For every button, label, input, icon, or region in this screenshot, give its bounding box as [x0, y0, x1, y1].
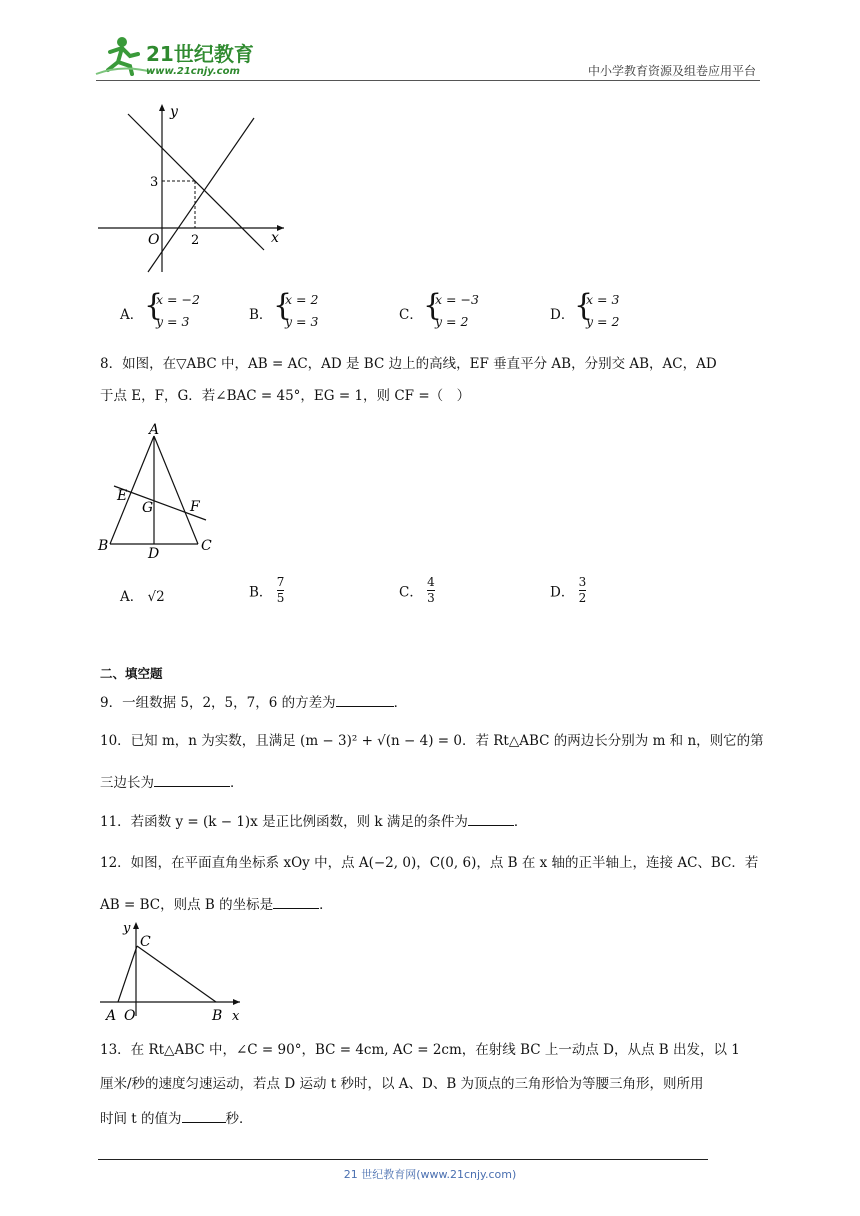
svg-text:C: C: [201, 538, 212, 554]
svg-text:3: 3: [150, 175, 159, 190]
platform-name: 中小学教育资源及组卷应用平台: [587, 64, 756, 78]
q11-answer-blank[interactable]: [468, 811, 514, 826]
site-logo[interactable]: [92, 34, 262, 78]
q12-stem-line1: 12．如图，在平面直角坐标系 xOy 中，点 A(−2, 0)，C(0, 6)，点 B 在 x 轴的正半轴上，连接 AC、BC．若: [100, 855, 759, 871]
svg-text:B: B: [212, 1008, 223, 1024]
svg-text:y: y: [123, 921, 131, 936]
q7-option-d-brace: {: [574, 288, 594, 323]
q7-option-b-brace: {: [273, 288, 293, 323]
q11-stem: 11．若函数 y = (k − 1)x 是正比例函数，则 k 满足的条件为 ．: [100, 811, 527, 832]
q7-option-a-x: x = −2: [156, 292, 200, 307]
q7-option-b-x: x = 2: [285, 292, 319, 307]
q13-answer-blank[interactable]: [182, 1108, 226, 1123]
q8-option-d-fraction: $\frac{3}{2}$: [578, 575, 587, 605]
svg-text:D: D: [148, 546, 160, 560]
svg-text:x: x: [232, 1009, 240, 1024]
q10-stem-line1: 10．已知 m，n 为实数，且满足 (m − 3)² + √(n − 4) = 0．若 Rt△ABC 的两边长分别为 m 和 n，则它的第: [100, 733, 764, 749]
q8-stem-line1: 8．如图，在▽ABC 中，AB = AC，AD 是 BC 边上的高线，EF 垂直平分 AB，分别交 AB，AC，AD: [100, 356, 717, 372]
svg-text:C: C: [140, 934, 151, 950]
svg-text:www.21cnjy.com: www.21cnjy.com: [146, 66, 240, 77]
q7-option-a-y: y = 3: [156, 314, 190, 329]
q13-stem-line1: 13．在 Rt△ABC 中，∠C = 90°，BC = 4cm, AC = 2cm，在射线 BC 上一动点 D，从点 B 出发，以 1: [100, 1042, 740, 1058]
footer-link[interactable]: 21 世纪教育网(www.21cnjy.com): [343, 1168, 517, 1181]
q8-triangle-figure: [92, 420, 222, 560]
q13-stem-line3: 时间 t 的值为 秒．: [100, 1108, 253, 1129]
svg-text:y: y: [170, 104, 178, 120]
svg-text:O: O: [148, 232, 160, 248]
svg-text:O: O: [124, 1008, 136, 1024]
svg-text:x: x: [271, 230, 279, 246]
logo-runner-icon: [92, 34, 262, 78]
q7-option-c-brace: {: [423, 288, 443, 323]
q10-answer-blank[interactable]: [154, 772, 230, 787]
footer-divider: [98, 1159, 708, 1160]
q13-stem-line2: 厘米/秒的速度匀速运动，若点 D 运动 t 秒时，以 A、D、B 为顶点的三角形恰为等腰三角形，则所用: [100, 1076, 704, 1092]
svg-text:F: F: [190, 499, 200, 515]
q8-stem-line2: 于点 E，F，G．若∠BAC = 45°，EG = 1，则 CF =（ ）: [100, 388, 471, 404]
q10-stem-line2: 三边长为 ．: [100, 772, 244, 793]
svg-text:G: G: [142, 500, 154, 516]
q12-coordinate-figure: [98, 918, 248, 1026]
svg-text:A: A: [106, 1008, 117, 1024]
q8-option-b-fraction: $\frac{7}{5}$: [276, 575, 285, 605]
q7-option-a-label[interactable]: A．: [120, 307, 144, 323]
svg-text:2: 2: [191, 233, 200, 248]
q7-option-a-brace: {: [144, 288, 164, 323]
svg-text:E: E: [117, 488, 128, 504]
header-divider: [96, 80, 760, 81]
q7-option-d-x: x = 3: [586, 292, 620, 307]
q8-option-a-value: √2: [147, 589, 165, 605]
q12-answer-blank[interactable]: [273, 894, 319, 909]
svg-text:21世纪教育: 21世纪教育: [146, 42, 254, 66]
q8-option-c-fraction: $\frac{4}{3}$: [427, 575, 435, 605]
q9-answer-blank[interactable]: [336, 692, 394, 707]
svg-text:A: A: [149, 422, 160, 438]
q7-option-b-label[interactable]: B．: [249, 307, 273, 323]
q7-option-c-x: x = −3: [435, 292, 479, 307]
q8-option-b[interactable]: B． $\frac{7}{5}$: [249, 575, 285, 605]
q8-option-d[interactable]: D． $\frac{3}{2}$: [550, 575, 587, 605]
q9-stem: 9．一组数据 5，2，5，7，6 的方差为 ．: [100, 692, 407, 713]
q8-option-a[interactable]: A． √2: [120, 589, 165, 605]
q12-stem-line2: AB = BC，则点 B 的坐标是 ．: [100, 894, 333, 915]
q7-option-d-y: y = 2: [586, 314, 620, 329]
q7-option-c-y: y = 2: [435, 314, 469, 329]
q7-option-d-label[interactable]: D．: [550, 307, 575, 323]
section-title: 二、填空题: [100, 666, 163, 681]
q7-option-b-y: y = 3: [285, 314, 319, 329]
q7-graph: [96, 100, 296, 278]
q8-option-c[interactable]: C． $\frac{4}{3}$: [399, 575, 435, 605]
svg-text:B: B: [98, 538, 109, 554]
q7-option-c-label[interactable]: C．: [399, 307, 423, 323]
